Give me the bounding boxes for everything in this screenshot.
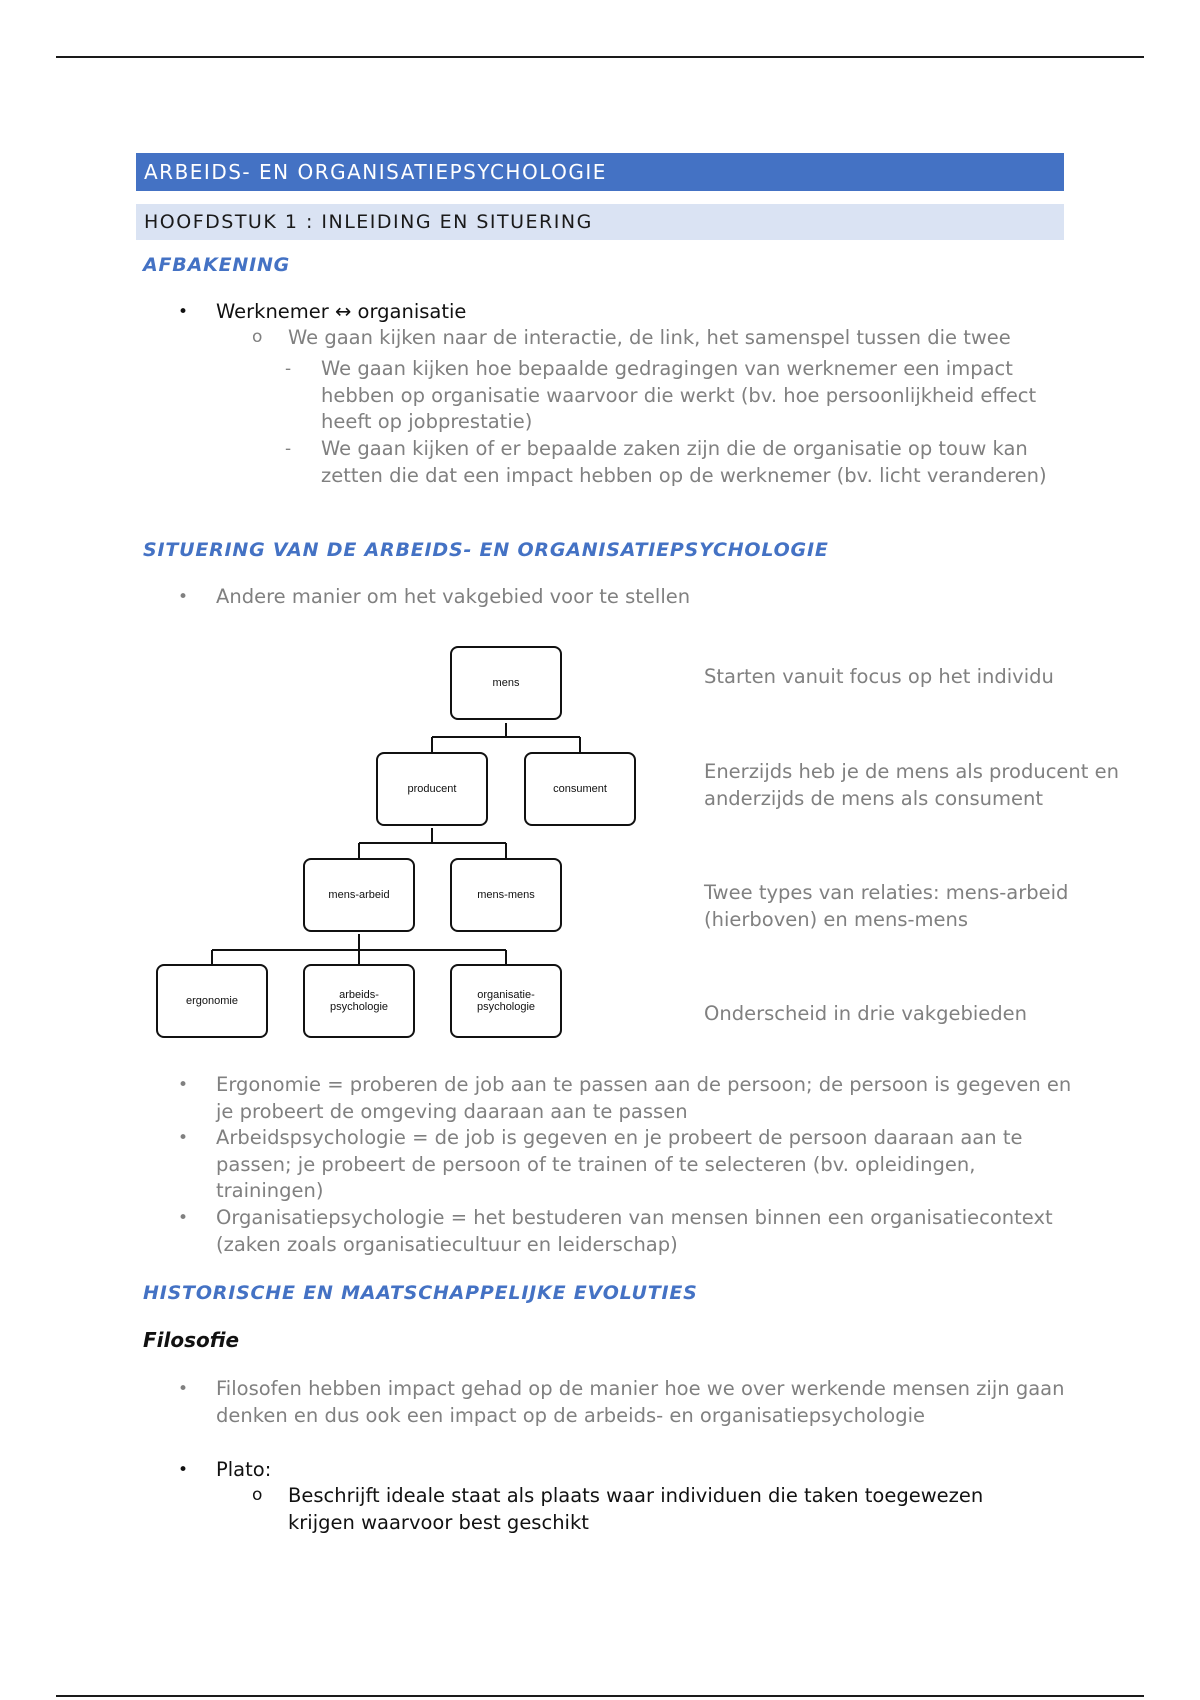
node-mens-arbeid: mens-arbeid <box>303 858 415 932</box>
node-ergonomie: ergonomie <box>156 964 268 1038</box>
list-item <box>178 1376 1076 1429</box>
list-item-text: Arbeidspsychologie = de job is gegeven en je probeert de persoon daaraan aan te passen; je probeert de persoon of te trainen of te selecteren (bv. opleidingen, trainingen) <box>216 1126 1023 1202</box>
node-mens-mens: mens-mens <box>450 858 562 932</box>
dash-marker: - <box>285 439 292 459</box>
dash-marker: - <box>285 359 292 379</box>
circle-marker: o <box>252 1485 263 1505</box>
list-item <box>285 436 1061 489</box>
list-item-text: Plato: <box>216 1458 272 1481</box>
bullet-marker: • <box>178 587 189 607</box>
list-item-text: Organisatiepsychologie = het bestuderen van mensen binnen een organisatiecontext (zaken zoals organisatiecultuur en leiderschap) <box>216 1206 1053 1256</box>
node-organisatiepsychologie: organisatie- psychologie <box>450 964 562 1038</box>
node-arbeidspsychologie: arbeids- psychologie <box>303 964 415 1038</box>
list-item <box>178 584 1076 611</box>
section-heading-situering: SITUERING VAN DE ARBEIDS- EN ORGANISATIEPSYCHOLOGIE <box>143 539 829 561</box>
subheading-filosofie: Filosofie <box>143 1328 240 1352</box>
list-item-text: Andere manier om het vakgebied voor te stellen <box>216 585 691 608</box>
list-item <box>252 1483 1048 1536</box>
list-item <box>178 1457 1076 1484</box>
list-item <box>178 1205 1076 1258</box>
bullet-marker: • <box>178 1460 189 1480</box>
section-heading-historisch: HISTORISCHE EN MAATSCHAPPELIJKE EVOLUTIES <box>143 1282 698 1304</box>
list-item <box>178 1125 1076 1205</box>
bullet-marker: • <box>178 1379 189 1399</box>
list-item-text: Beschrijft ideale staat als plaats waar individuen die taken toegewezen krijgen waarvoor best geschikt <box>288 1484 984 1534</box>
diagram-description: Enerzijds heb je de mens als producent en anderzijds de mens als consument <box>704 760 1119 810</box>
bullet-marker: • <box>178 1075 189 1095</box>
list-item <box>178 1072 1076 1125</box>
footer-rule <box>56 1695 1144 1697</box>
list-item <box>252 325 1088 352</box>
document-title: ARBEIDS- EN ORGANISATIEPSYCHOLOGIE <box>136 153 1064 191</box>
bullet-marker: • <box>178 1208 189 1228</box>
list-item-text: Filosofen hebben impact gehad op de manier hoe we over werkende mensen zijn gaan denken en dus ook een impact op de arbeids- en organisatiepsychologie <box>216 1377 1065 1427</box>
bullet-marker: • <box>178 302 189 322</box>
diagram-description: Onderscheid in drie vakgebieden <box>704 1002 1027 1025</box>
section-heading-afbakening: AFBAKENING <box>143 254 291 276</box>
diagram-description: Starten vanuit focus op het individu <box>704 665 1054 688</box>
diagram-description: Twee types van relaties: mens-arbeid (hierboven) en mens-mens <box>704 881 1069 931</box>
header-rule <box>56 56 1144 58</box>
node-consument: consument <box>524 752 636 826</box>
node-mens: mens <box>450 646 562 720</box>
list-item-text: We gaan kijken naar de interactie, de link, het samenspel tussen die twee <box>288 326 1011 349</box>
hierarchy-diagram <box>150 640 650 1050</box>
list-item <box>285 356 1061 436</box>
bullet-marker: • <box>178 1128 189 1148</box>
chapter-title: HOOFDSTUK 1 : INLEIDING EN SITUERING <box>136 204 1064 240</box>
list-item-text: Ergonomie = proberen de job aan te passen aan de persoon; de persoon is gegeven en je probeert de omgeving daaraan aan te passen <box>216 1073 1072 1123</box>
list-item-text: We gaan kijken hoe bepaalde gedragingen van werknemer een impact hebben op organisatie waarvoor die werkt (bv. hoe persoonlijkheid effect heeft op jobprestatie) <box>321 357 1037 433</box>
node-producent: producent <box>376 752 488 826</box>
list-item-text: We gaan kijken of er bepaalde zaken zijn die de organisatie op touw kan zetten die dat een impact hebben op de werknemer (bv. licht veranderen) <box>321 437 1047 487</box>
list-item-text: Werknemer ↔ organisatie <box>216 300 467 323</box>
circle-marker: o <box>252 327 263 347</box>
list-item <box>178 299 1076 326</box>
